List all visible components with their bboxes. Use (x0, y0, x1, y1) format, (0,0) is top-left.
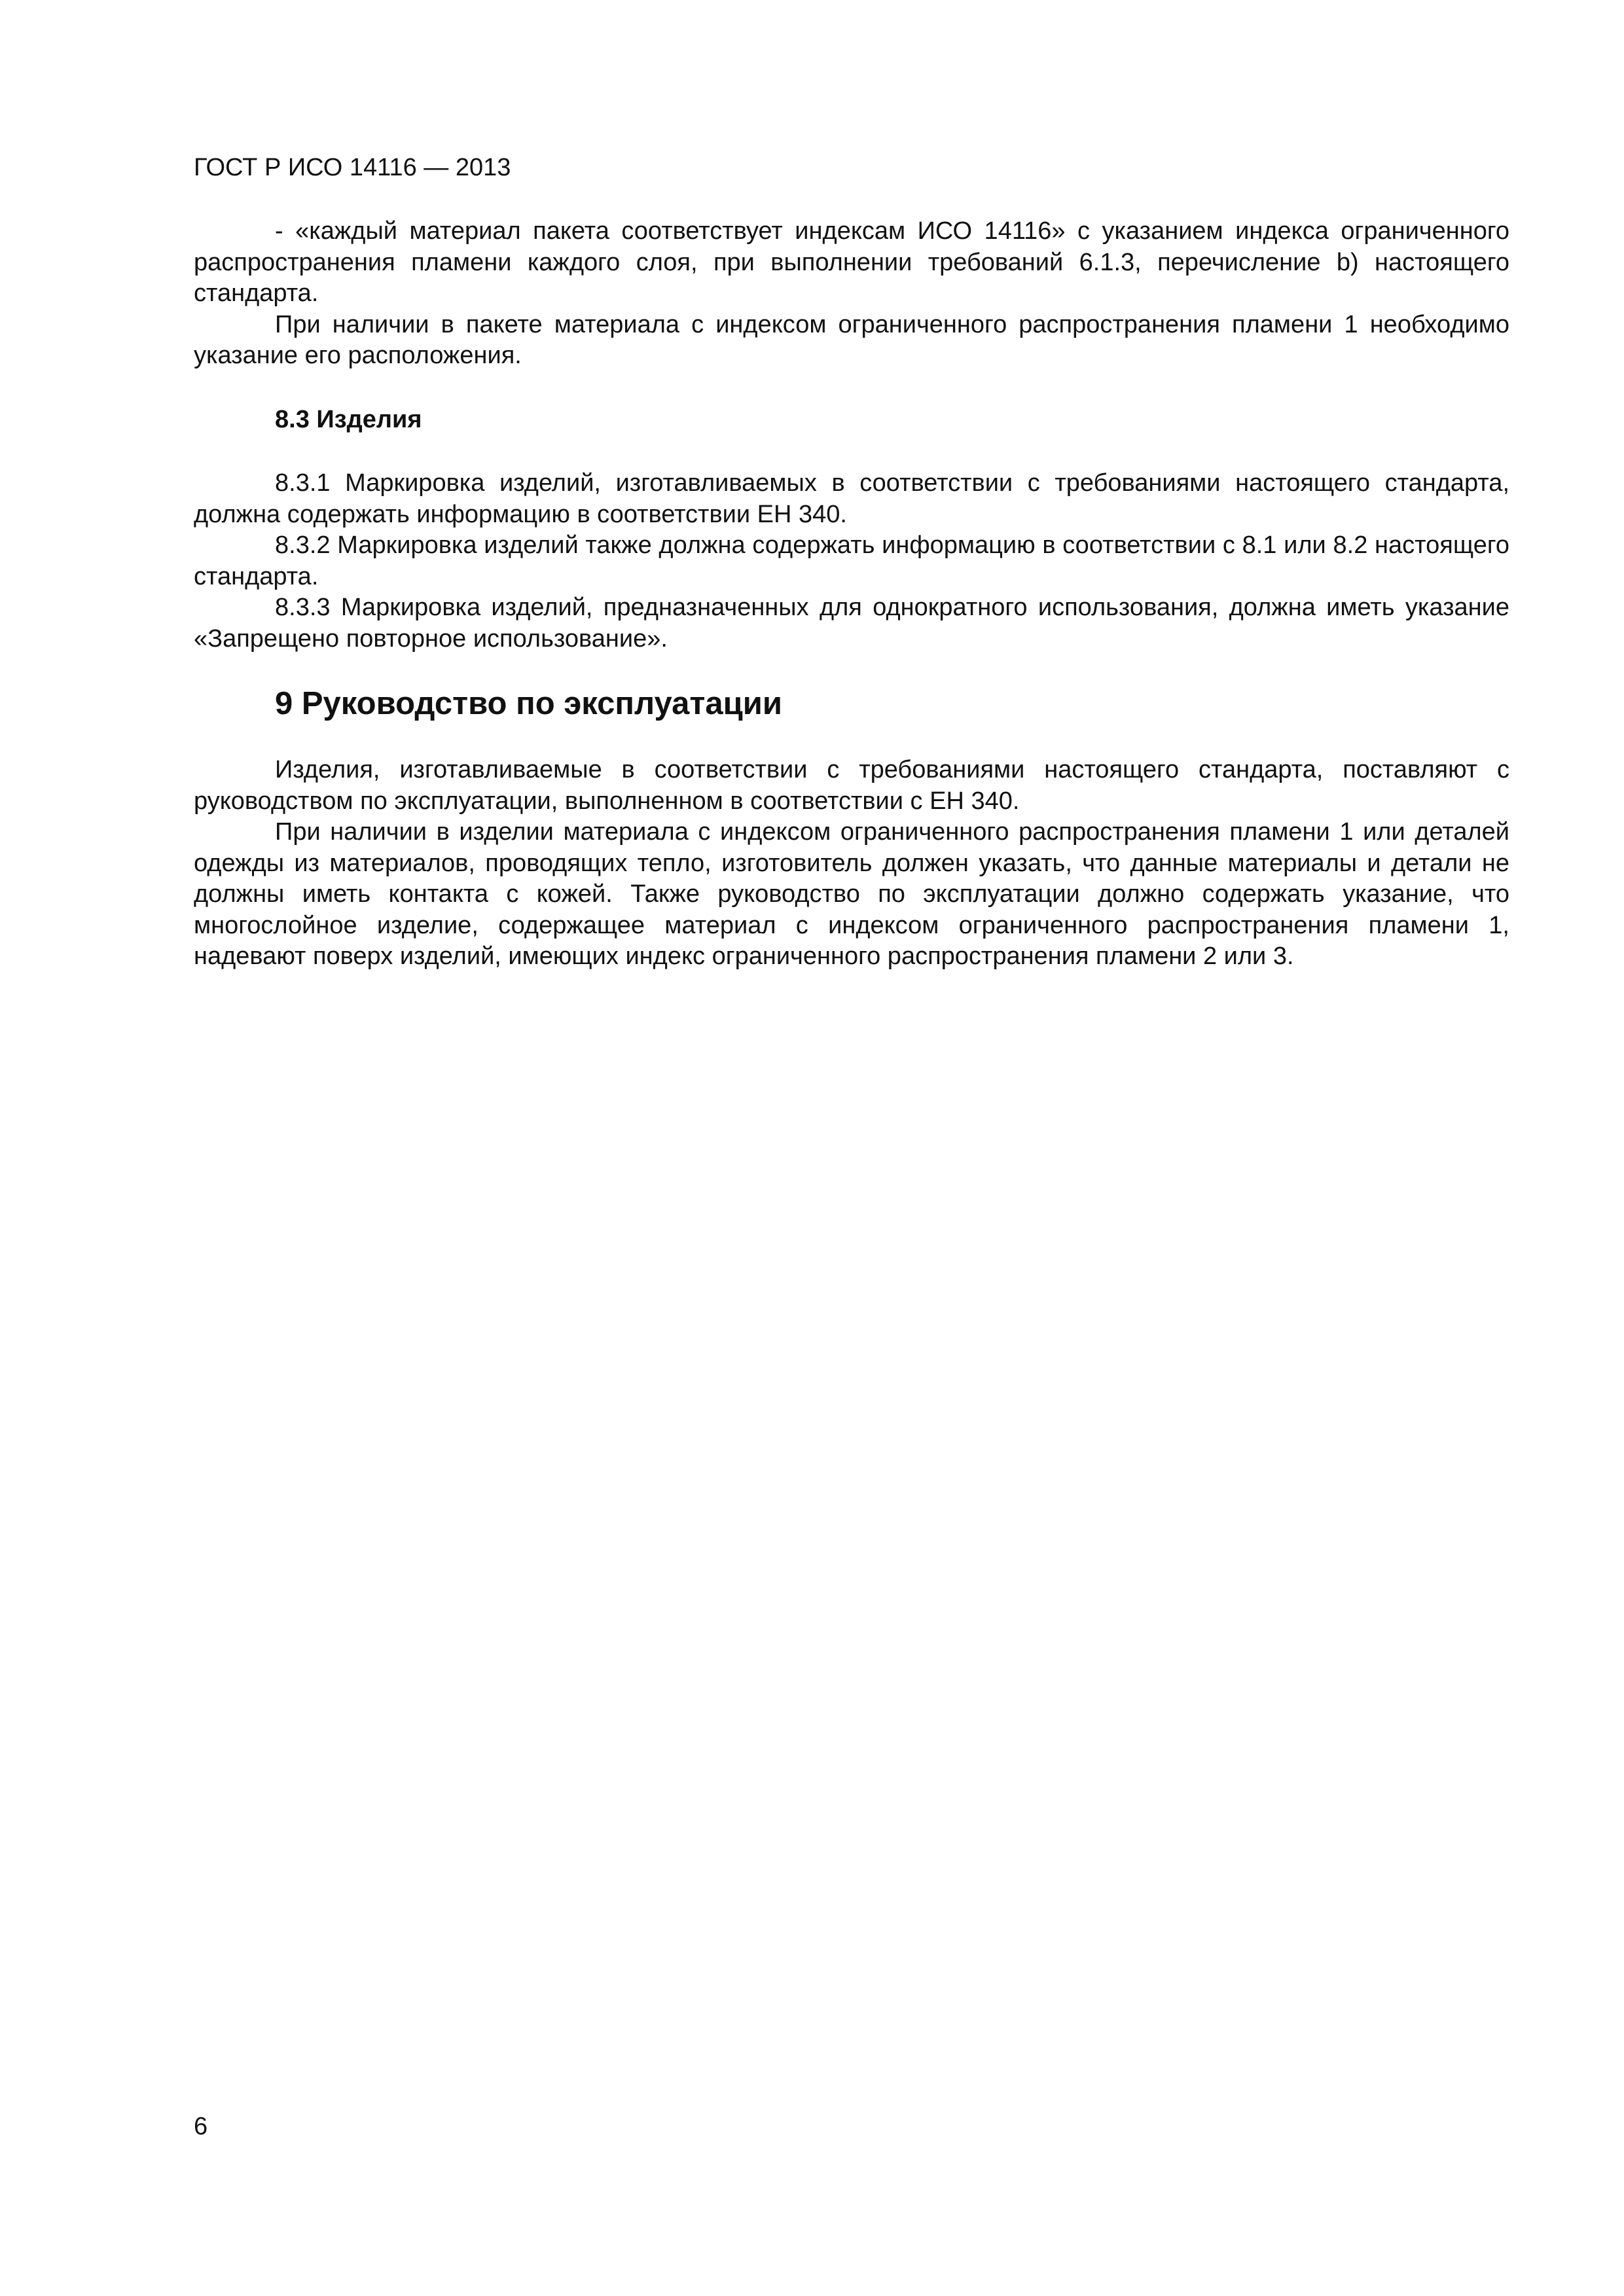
page-number: 6 (194, 2113, 208, 2140)
section-heading-9: 9 Руководство по эксплуатации (275, 686, 782, 721)
section-9-paragraph-2: При наличии в изделии материала с индексом ограниченного распространения пламени 1 или деталей одежды из материалов, проводящих тепло, изготовитель должен указать, что данные материалы и детали не должны иметь контакта с кожей. Также руководство по эксплуатации должно содержать указание, что многослойное изделие, содержащее материал с индексом ограниченного распространения пламени 1, надевают поверх изделий, имеющих индекс ограниченного распространения пламени 2 или 3. (194, 818, 1509, 970)
intro-paragraph-2: При наличии в пакете материала с индексом ограниченного распространения пламени 1 необходимо указание его расположения. (194, 310, 1509, 369)
document-body (194, 216, 1509, 973)
clause-8-3-3: 8.3.3 Маркировка изделий, предназначенных для однократного использования, должна иметь указание «Запрещено повторное использование». (194, 594, 1509, 653)
intro-paragraph-1: - «каждый материал пакета соответствует индексам ИСО 14116» с указанием индекса ограниченного распространения пламени каждого слоя, при выполнении требований 6.1.3, перечисление b) настоящего стандарта. (194, 217, 1509, 307)
clause-8-3-1: 8.3.1 Маркировка изделий, изготавливаемых в соответствии с требованиями настоящего стандарта, должна содержать информацию в соответствии ЕН 340. (194, 469, 1509, 528)
subsection-heading-8-3: 8.3 Изделия (275, 405, 422, 433)
clause-8-3-2: 8.3.2 Маркировка изделий также должна содержать информацию в соответствии с 8.1 или 8.2 настоящего стандарта. (194, 531, 1509, 590)
document-header: ГОСТ Р ИСО 14116 — 2013 (194, 154, 511, 181)
section-9-paragraph-1: Изделия, изготавливаемые в соответствии с требованиями настоящего стандарта, поставляют с руководством по эксплуатации, выполненном в соответствии с ЕН 340. (194, 756, 1509, 815)
